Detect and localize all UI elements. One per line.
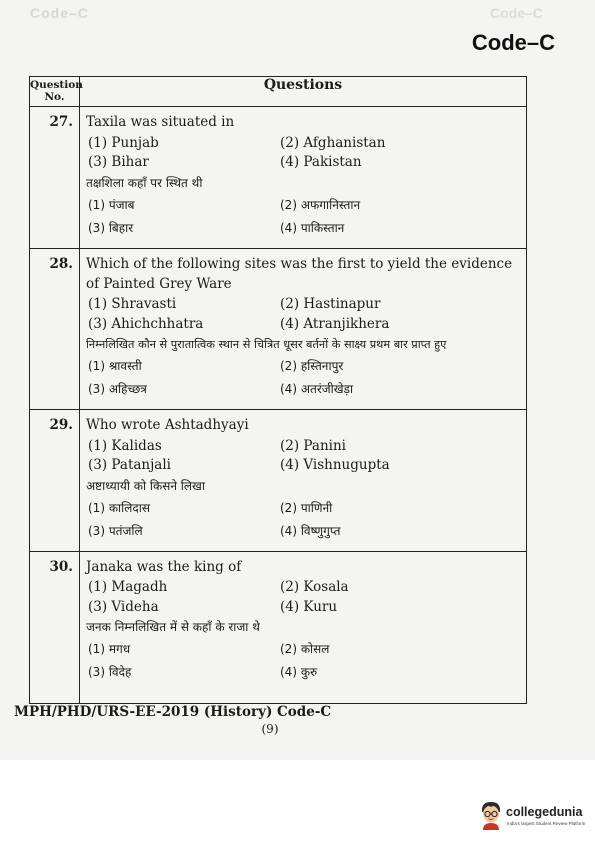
option-1-hi: (1) पंजाब [88,197,135,212]
question-no-header: Question No. [30,77,80,107]
option-2-hi: (2) अफगानिस्तान [280,197,361,212]
option-1-en: (1) Shravasti [88,296,177,312]
option-4-en: (4) Vishnugupta [280,457,390,473]
questions-table [29,76,527,704]
bleed-through-text-right: Code–C [490,5,543,21]
option-3-hi: (3) बिहार [88,220,134,235]
option-1-hi: (1) श्रावस्ती [88,359,142,373]
question-number: 27. [30,107,80,249]
option-2-hi: (2) कोसल [280,642,330,656]
question-row-29 [30,410,527,552]
option-4-hi: (4) विष्णुगुप्त [280,523,341,538]
question-text-hi: जनक निम्नलिखित में से कहाँ के राजा थे [86,620,260,634]
collegedunia-logo [478,800,588,834]
option-1-hi: (1) कालिदास [88,500,150,515]
question-text-hi: अष्टाध्यायी को किसने लिखा [86,478,205,493]
option-4-hi: (4) पाकिस्तान [280,220,345,235]
option-1-en: (1) Magadh [88,579,168,595]
question-text-en: Who wrote Ashtadhyayi [86,417,249,433]
question-text-hi: निम्नलिखित कौन से पुरातात्विक स्थान से चित्रित धूसर बर्तनों के साक्ष्य प्रथम बार प्राप्त हुए [86,338,447,351]
student-avatar-icon [478,800,504,830]
option-2-hi: (2) हस्तिनापुर [280,359,344,373]
option-3-hi: (3) पतंजलि [88,523,143,538]
option-3-hi: (3) अहिच्छत्र [88,382,147,396]
option-2-en: (2) Panini [280,437,346,454]
question-row-27 [30,107,527,249]
question-number: 29. [30,410,80,552]
option-2-en: (2) Hastinapur [280,296,381,312]
question-text-hi: तक्षशिला कहाँ पर स्थित थी [86,175,203,190]
option-3-en: (3) Videha [88,598,159,615]
paper-code: Code–C [471,30,555,55]
option-1-en: (1) Punjab [88,134,159,151]
option-4-hi: (4) कुरु [280,665,318,679]
questions-header: Questions [80,77,527,107]
option-4-hi: (4) अतरंजीखेड़ा [280,382,354,396]
option-1-en: (1) Kalidas [88,437,162,454]
option-4-en: (4) Pakistan [280,154,362,170]
question-text-en: Janaka was the king of [86,558,242,575]
option-2-hi: (2) पाणिनी [280,500,333,515]
bleed-through-text-left: Code–C [30,5,89,21]
question-text-en: Which of the following sites was the first to yield the evidence of Painted Grey Ware [86,256,513,292]
brand-name: collegedunia [506,805,583,819]
option-3-hi: (3) विदेह [88,665,132,679]
question-number: 28. [30,249,80,410]
question-row-30 [30,551,527,703]
option-2-en: (2) Kosala [280,579,349,595]
option-3-en: (3) Bihar [88,154,149,170]
option-3-en: (3) Ahichchhatra [88,315,204,332]
option-4-en: (4) Atranjikhera [280,315,390,332]
question-row-28 [30,249,527,410]
brand-tagline: India's largest Student Review Platform [507,821,586,826]
option-2-en: (2) Afghanistan [280,134,386,151]
question-text-en: Taxila was situated in [86,114,235,130]
option-1-hi: (1) मगध [88,642,131,656]
page-number: (9) [261,722,279,736]
footer-code-line: MPH/PHD/URS-EE-2019 (History) Code-C [14,704,332,720]
option-4-en: (4) Kuru [280,598,338,615]
option-3-en: (3) Patanjali [88,457,171,473]
question-number: 30. [30,551,80,703]
